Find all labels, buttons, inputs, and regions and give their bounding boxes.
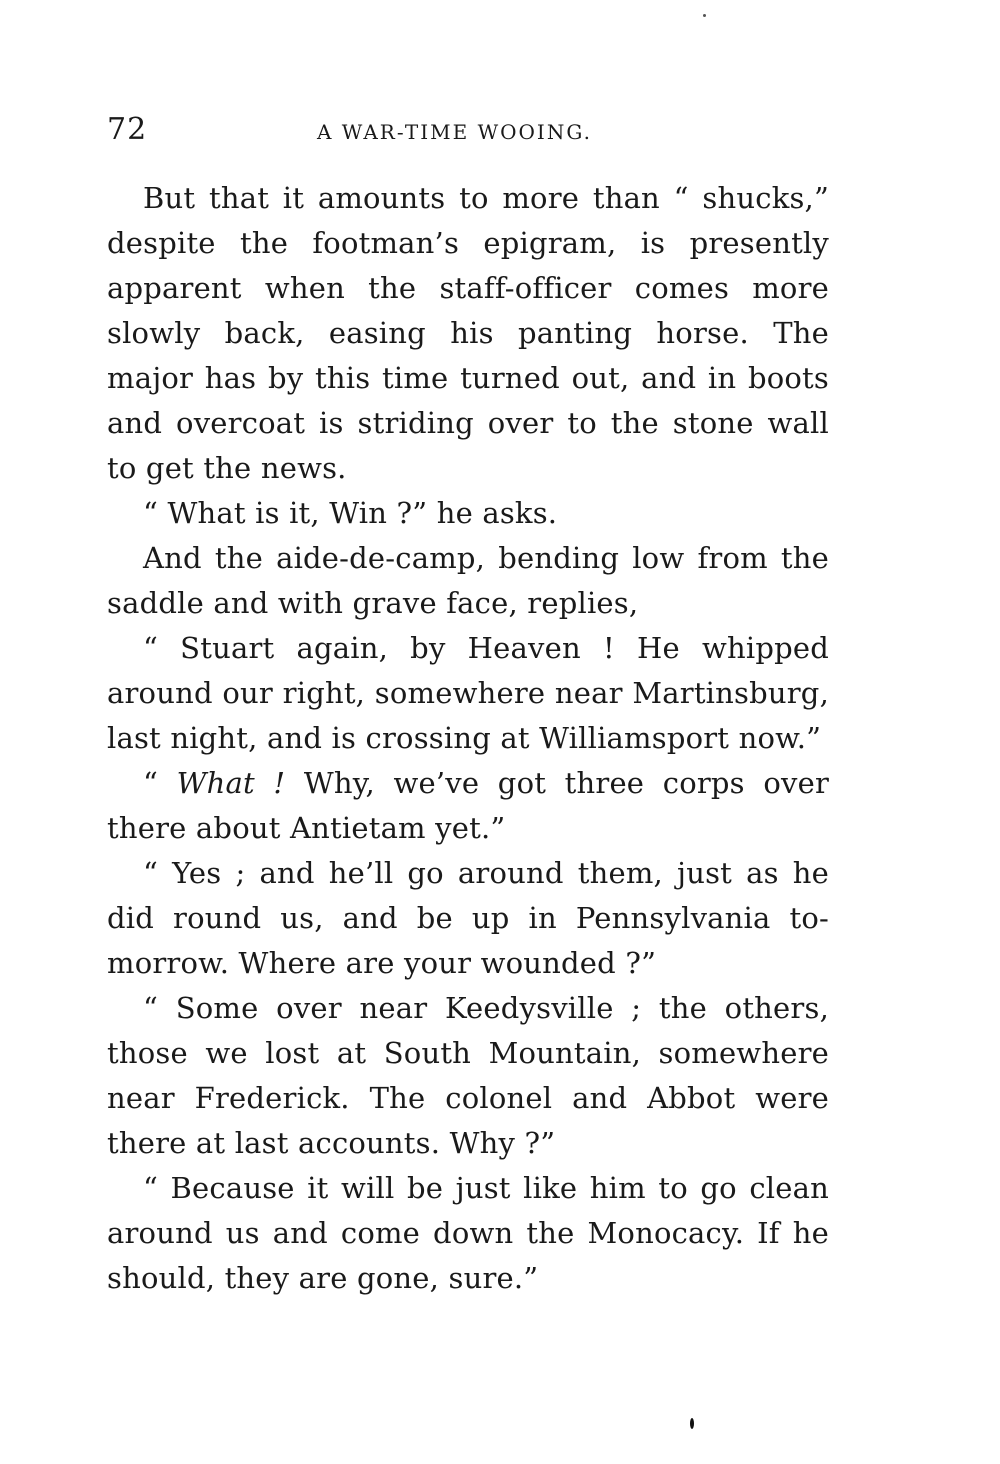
page-number: 72 <box>107 112 148 147</box>
paragraph: “ Yes ; and he’ll go around them, just as he did round us, and be up in Pennsylvania to-morrow. Where are your wounded ?” <box>107 856 829 980</box>
paragraph: “ Some over near Keedysville ; the others, those we lost at South Mountain, somewhere near Frederick. The colonel and Abbot were there at last accounts. Why ?” <box>107 991 829 1160</box>
ink-speck <box>703 14 706 17</box>
running-title: A WAR-TIME WOOING. <box>317 120 592 144</box>
page-header <box>107 112 829 152</box>
paragraph: “ What ! Why, we’ve got three corps over there about Antietam yet.” <box>107 766 830 845</box>
paragraph: And the aide-de-camp, bending low from the saddle and with grave face, replies, <box>107 541 829 620</box>
paragraph: But that it amounts to more than “ shucks,” despite the footman’s epigram, is presently apparent when the staff-officer comes more slowly back, easing his panting horse. The major has by this time turned out, and in boots and overcoat is striding over to the stone wall to get the news. <box>107 181 829 485</box>
paragraph-text: Why, we’ve got three corps over there about Antietam yet.” <box>107 766 830 845</box>
emphasis-text: What ! <box>176 766 286 800</box>
body-text <box>107 176 829 1301</box>
ink-speck <box>690 1418 694 1429</box>
paragraph: “ What is it, Win ?” he asks. <box>143 496 558 530</box>
paragraph: “ Because it will be just like him to go clean around us and come down the Monocacy. If he should, they are gone, sure.” <box>107 1171 829 1295</box>
paragraph: “ Stuart again, by Heaven ! He whipped around our right, somewhere near Martinsburg, last night, and is crossing at Williamsport now.” <box>107 631 829 755</box>
